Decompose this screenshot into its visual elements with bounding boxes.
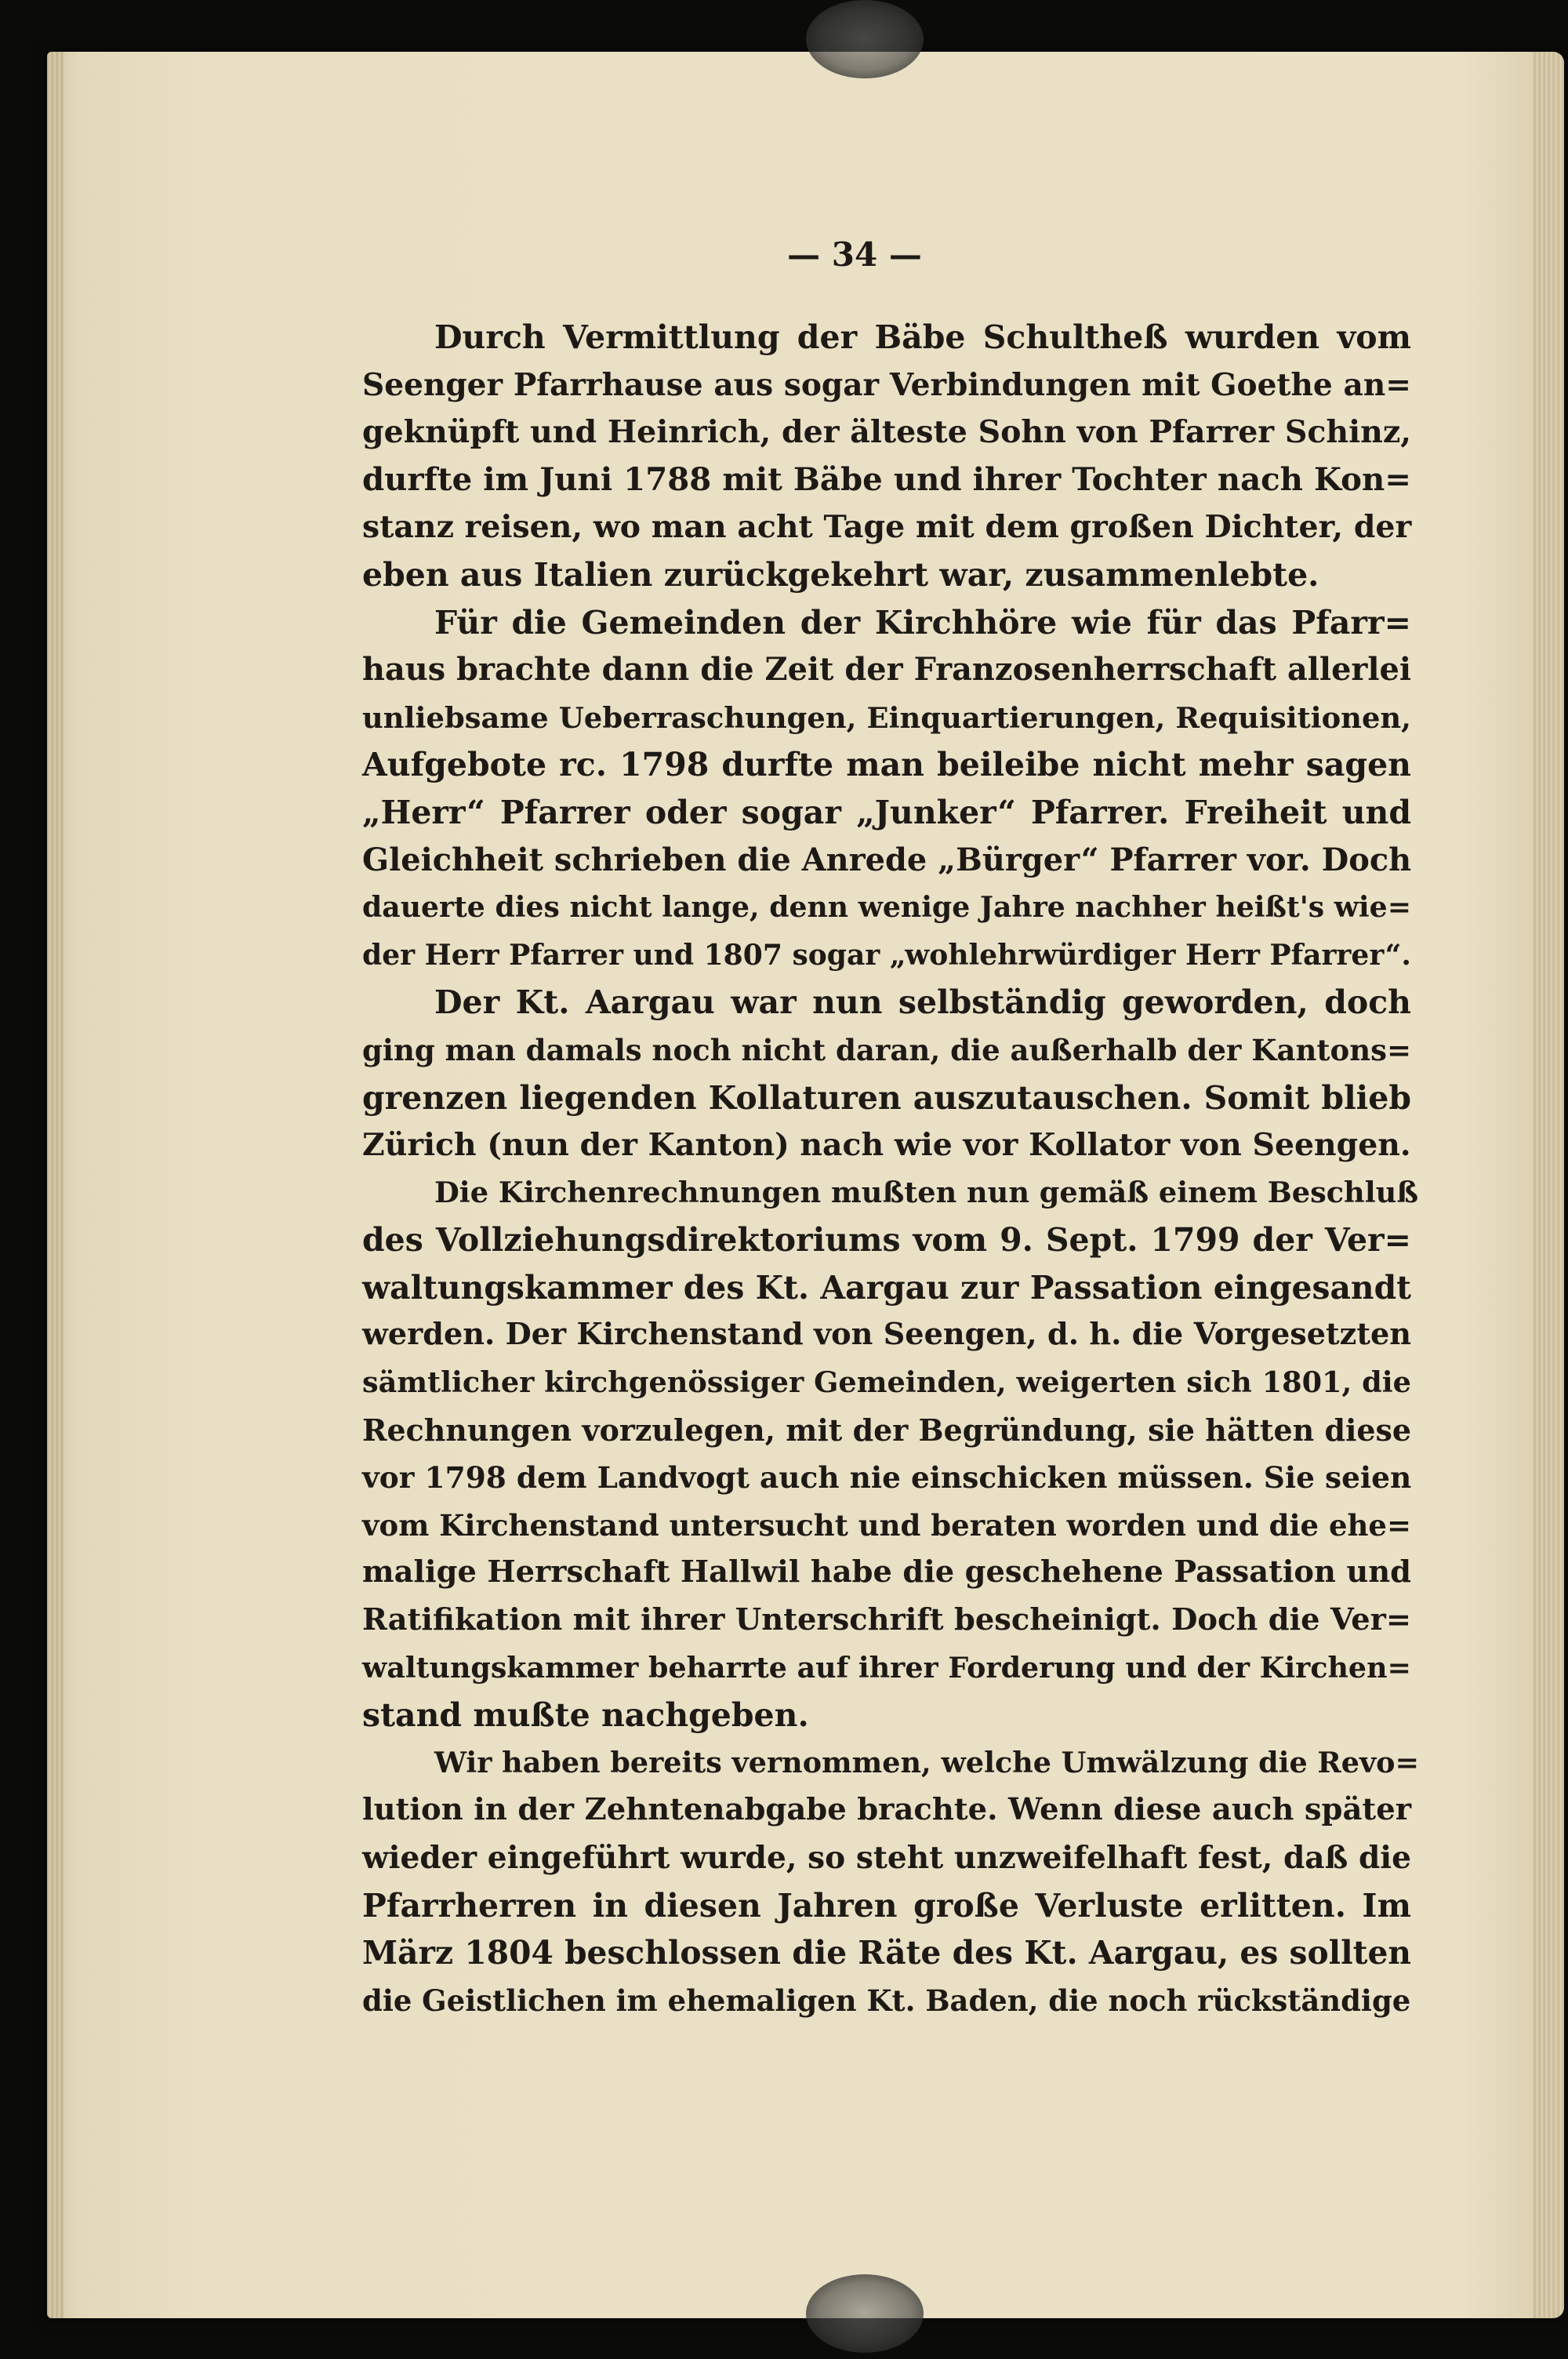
text-line: die Geistlichen im ehemaligen Kt. Baden, die noch rückständige: [362, 1983, 1411, 2018]
text-line: März 1804 beschlossen die Räte des Kt. Aargau, es sollten: [362, 1934, 1411, 1972]
body-text: [362, 314, 1420, 2024]
text-line: Gleichheit schrieben die Anrede „Bürger“ Pfarrer vor. Doch: [362, 841, 1412, 878]
text-line: Seenger Pfarrhause aus sogar Verbindungen mit Goethe an=: [362, 366, 1411, 403]
text-line: durfte im Juni 1788 mit Bäbe und ihrer Tochter nach Kon=: [362, 460, 1411, 498]
page-edge-left: [47, 52, 64, 2318]
text-line: Pfarrherren in diesen Jahren große Verluste erlitten. Im: [362, 1886, 1411, 1925]
text-line: Aufgebote rc. 1798 durfte man beileibe nicht mehr sagen: [362, 746, 1411, 784]
text-line: „Herr“ Pfarrer oder sogar „Junker“ Pfarrer. Freiheit und: [362, 793, 1411, 831]
text-line: unliebsame Ueberraschungen, Einquartierungen, Requisitionen,: [362, 700, 1411, 735]
text-line: werden. Der Kirchenstand von Seengen, d. h. die Vorgesetzten: [362, 1317, 1411, 1353]
text-line: Ratifikation mit ihrer Unterschrift bescheinigt. Doch die Ver=: [362, 1602, 1412, 1638]
text-line: Die Kirchenrechnungen mußten nun gemäß einem Beschluß: [434, 1175, 1419, 1209]
text-line: vor 1798 dem Landvogt auch nie einschicken müssen. Sie seien: [362, 1460, 1412, 1496]
page-edge-right: [1533, 52, 1564, 2318]
text-line: Zürich (nun der Kanton) nach wie vor Kollator von Seengen.: [362, 1127, 1411, 1164]
text-line: waltungskammer des Kt. Aargau zur Passation eingesandt: [362, 1268, 1411, 1307]
text-line: dauerte dies nicht lange, denn wenige Jahre nachher heißt's wie=: [362, 890, 1411, 925]
text-line: Wir haben bereits vernommen, welche Umwälzung die Revo=: [434, 1745, 1420, 1779]
book-clip-top: [806, 0, 924, 78]
book-clip-bottom: [806, 2274, 924, 2353]
text-line: lution in der Zehntenabgabe brachte. Wenn diese auch später: [362, 1792, 1411, 1828]
text-line: eben aus Italien zurückgekehrt war, zusammenlebte.: [362, 555, 1319, 594]
text-line: Für die Gemeinden der Kirchhöre wie für das Pfarr=: [434, 603, 1411, 642]
text-line: der Herr Pfarrer und 1807 sogar „wohlehrwürdiger Herr Pfarrer“.: [362, 938, 1411, 972]
text-line: waltungskammer beharrte auf ihrer Forderung und der Kirchen=: [362, 1650, 1411, 1685]
text-line: des Vollziehungsdirektoriums vom 9. Sept. 1799 der Ver=: [362, 1221, 1411, 1259]
text-line: stanz reisen, wo man acht Tage mit dem großen Dichter, der: [362, 509, 1412, 546]
text-line: Der Kt. Aargau war nun selbständig geworden, doch: [434, 983, 1411, 1022]
text-line: sämtlicher kirchgenössiger Gemeinden, weigerten sich 1801, die: [362, 1365, 1411, 1400]
page-number-header: [0, 235, 1568, 274]
page-number: — 34 —: [787, 235, 922, 274]
text-line: wieder eingeführt wurde, so steht unzweifelhaft fest, daß die: [362, 1840, 1411, 1876]
text-line: ging man damals noch nicht daran, die außerhalb der Kantons=: [362, 1032, 1411, 1067]
text-line: geknüpft und Heinrich, der älteste Sohn von Pfarrer Schinz,: [362, 414, 1411, 451]
text-line: vom Kirchenstand untersucht und beraten worden und die ehe=: [362, 1507, 1411, 1543]
text-line: Durch Vermittlung der Bäbe Schultheß wurden vom: [434, 318, 1411, 356]
text-line: grenzen liegenden Kollaturen auszutauschen. Somit blieb: [362, 1078, 1411, 1117]
text-line: Rechnungen vorzulegen, mit der Begründung, sie hätten diese: [362, 1412, 1411, 1448]
text-line: stand mußte nachgeben.: [362, 1696, 809, 1735]
text-line: haus brachte dann die Zeit der Franzosenherrschaft allerlei: [362, 652, 1411, 689]
text-line: malige Herrschaft Hallwil habe die geschehene Passation und: [362, 1554, 1411, 1590]
